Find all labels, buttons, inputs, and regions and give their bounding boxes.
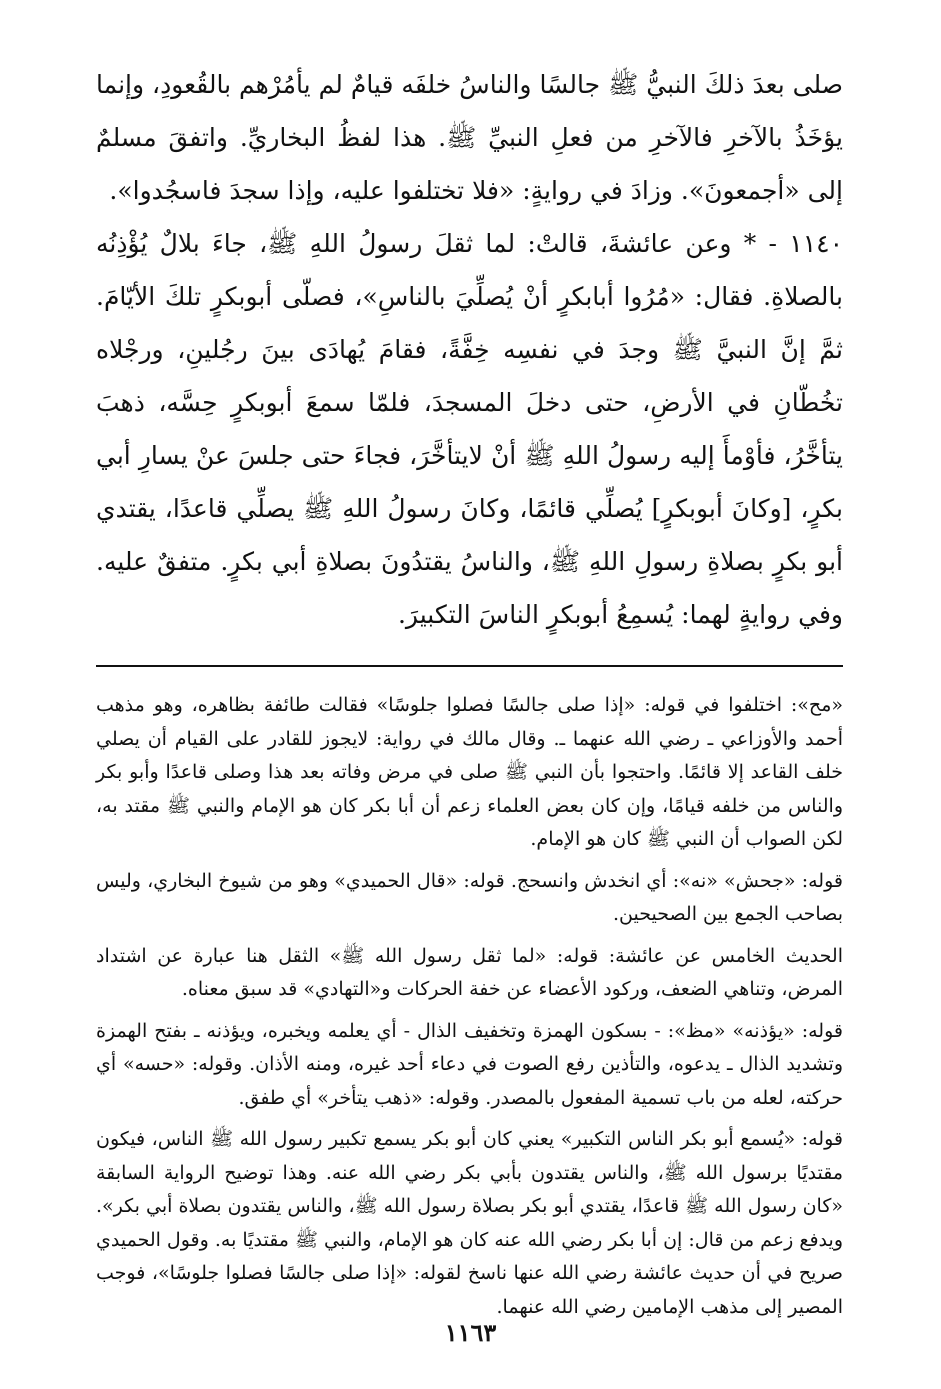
commentary-note-4: قوله: «يؤذنه» «مظ»: - بسكون الهمزة وتخفيف الذال - أي يعلمه ويخبره، ويؤذنه ـ بفتح الهمزة وتشديد الذال ـ يدعوه، والتأذين رفع الصوت في دعاء أحد غيره، ومنه الأذان. وقوله: «حسه» أي حركته، لعله من باب تسمية المفعول بالمصدر. وقوله: «ذهب يتأخر» أي طفق. (96, 1019, 843, 1109)
commentary-note-2: قوله: «جحش» «نه»: أي انخدش وانسحج. قوله: «قال الحميدي» وهو من شيوخ البخاري، وليس بصاحب الجمع بين الصحيحين. (96, 869, 843, 925)
page-number: ١١٦٣ (444, 1318, 497, 1347)
commentary-note-3: الحديث الخامس عن عائشة: قوله: «لما ثقل رسول الله ﷺ» الثقل هنا عبارة عن اشتداد المرض، وتناهي الضعف، وركود الأعضاء عن خفة الحركات و«التهادي» قد سبق معناه. (96, 944, 843, 1000)
hadith-paragraph-2: ١١٤٠ - * وعن عائشةَ، قالتْ: لما ثقلَ رسولُ اللهِ ﷺ، جاءَ بلالٌ يُؤْذِنُه بالصلاةِ. فقال: «مُرُوا أبابكرٍ أنْ يُصلِّيَ بالناسِ»، فصلّى أبوبكرٍ تلكَ الأيّامَ. ثمَّ إنَّ النبيَّ ﷺ وجدَ في نفسِه خِفَّةً، فقامَ يُهادَى بينَ رجُلينِ، ورجْلاه تخُطّانِ في الأرضِ، حتى دخلَ المسجدَ، فلمّا سمعَ أبوبكرٍ حِسَّه، ذهبَ يتأخَّرُ، فأوْمأَ إليه رسولُ اللهِ ﷺ أنْ لايتأخَّرَ، فجاءَ حتى جلسَ عنْ يسارِ أبي بكرٍ، [وكانَ أبوبكرٍ] يُصلِّي قائمًا، وكانَ رسولُ اللهِ ﷺ يصلِّي قاعدًا، يقتدي أبو بكرٍ بصلاةِ رسولِ اللهِ ﷺ، والناسُ يقتدُونَ بصلاةِ أبي بكرٍ. متفقٌ عليه. وفي روايةٍ لهما: يُسمِعُ أبوبكرٍ الناسَ التكبيرَ. (96, 229, 843, 629)
commentary-note-5: قوله: «يُسمع أبو بكر الناس التكبير» يعني كان أبو بكر يسمع تكبير رسول الله ﷺ الناس، فيكون مقتديًا برسول الله ﷺ، والناس يقتدون بأبي بكر رضي الله عنه. وهذا توضيح الرواية السابقة «كان رسول الله ﷺ قاعدًا، يقتدي أبو بكر بصلاة رسول الله ﷺ، والناس يقتدون بصلاة أبي بكر». ويدفع زعم من قال: إن أبا بكر رضي الله عنه كان هو الإمام، والنبي ﷺ مقتديًا به. وقول الحميدي صريح في أن حديث عائشة رضي الله عنها ناسخ لقوله: «إذا صلى جالسًا فصلوا جلوسًا»، فوجب المصير إلى مذهب الإمامين رضي الله عنهما. (96, 1128, 844, 1318)
commentary-note-1: «مح»: اختلفوا في قوله: «إذا صلى جالسًا فصلوا جلوسًا» فقالت طائفة بظاهره، وهو مذهب أحمد والأوزاعي ـ رضي الله عنهما ـ. وقال مالك في رواية: لايجوز للقادر على القيام أن يصلي خلف القاعد إلا قائمًا. واحتجوا بأن النبي ﷺ صلى في مرض وفاته بعد هذا وصلى قاعدًا وأبو بكر والناس من خلفه قيامًا، وإن كان بعض العلماء زعم أن أبا بكر كان هو الإمام والنبي ﷺ مقتد به، لكن الصواب أن النبي ﷺ كان هو الإمام. (96, 694, 843, 850)
footnote-divider (96, 665, 843, 667)
hadith-paragraph-1: صلى بعدَ ذلكَ النبيُّ ﷺ جالسًا والناسُ خلفَه قيامٌ لم يأمُرْهم بالقُعودِ، وإنما يؤخَذُ بالآخرِ فالآخرِ من فعلِ النبيِّ ﷺ. هذا لفظُ البخاريِّ. واتفقَ مسلمٌ إلى «أجمعونَ». وزادَ في روايةٍ: «فلا تختلفوا عليه، وإذا سجدَ فاسجُدوا». (96, 70, 843, 205)
commentary-notes (96, 689, 843, 1324)
hadith-text (96, 58, 843, 641)
